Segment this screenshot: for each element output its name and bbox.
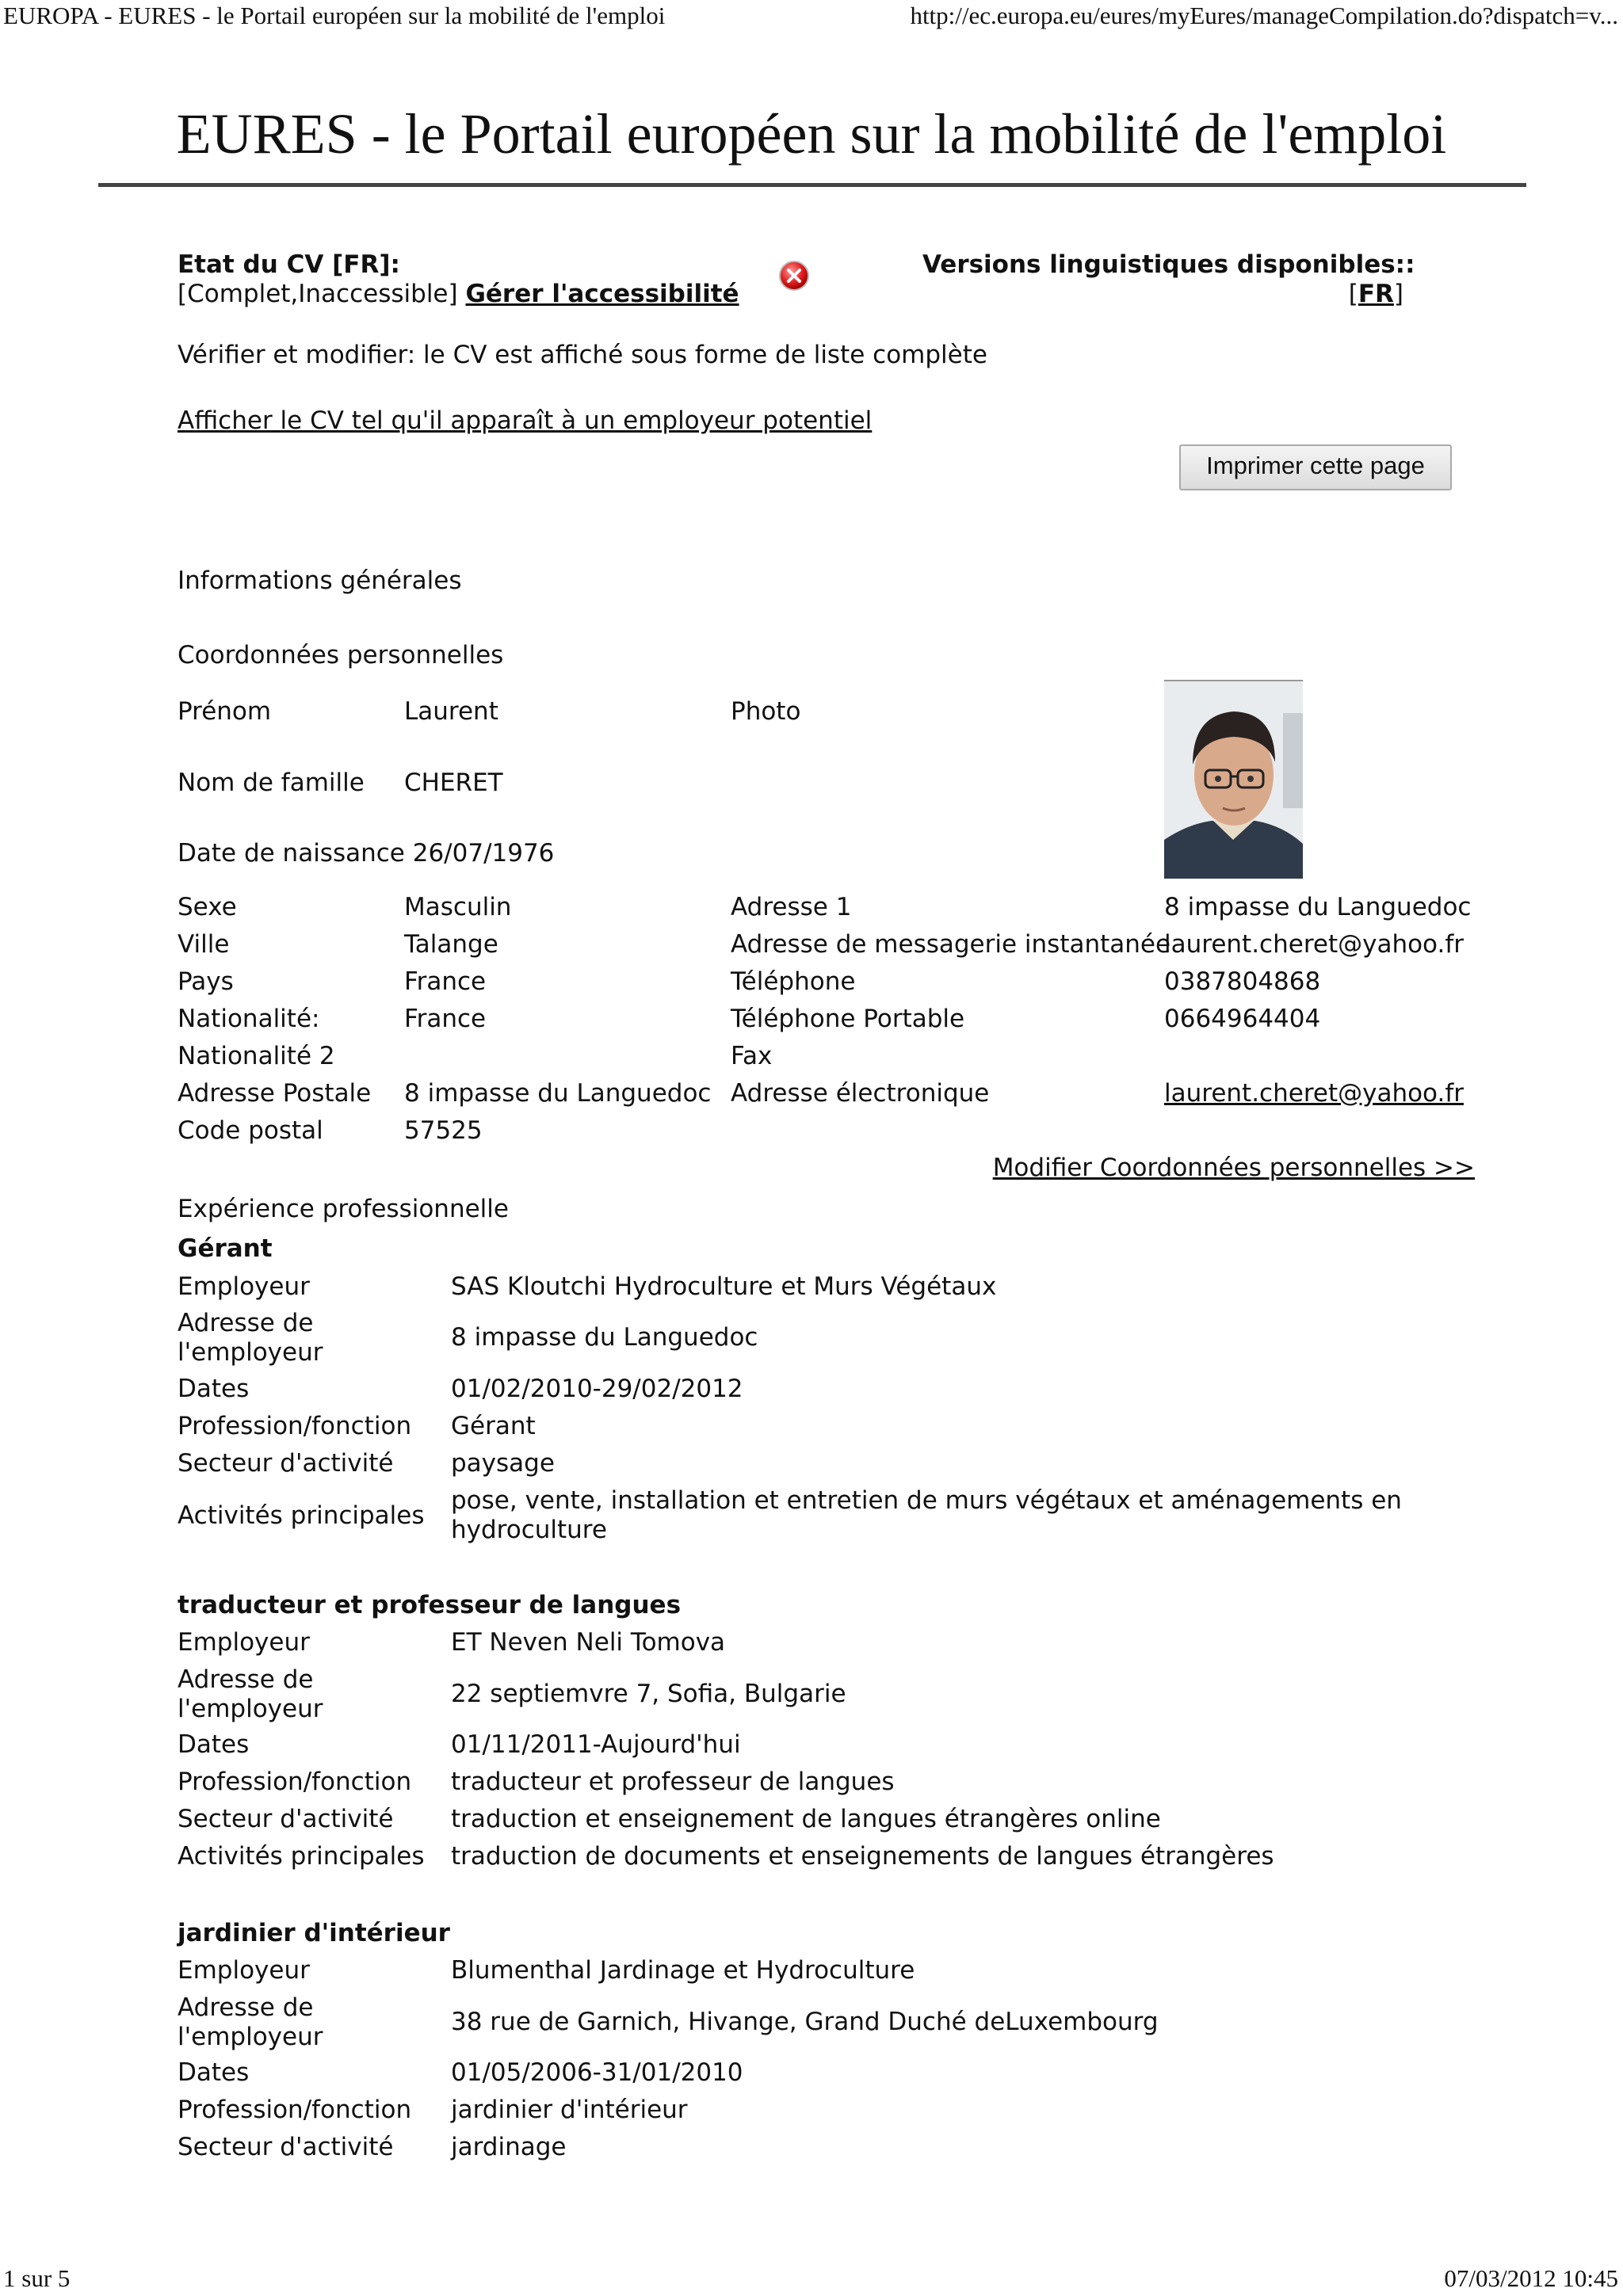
job-field-value: traduction de documents et enseignements de langues étrangères (451, 1842, 1274, 1871)
print-footer-datetime: 07/03/2012 10:45 (1444, 2264, 1618, 2292)
personal-field-value: 57525 (404, 1116, 483, 1145)
personal-field-value: France (404, 1005, 487, 1033)
print-page-button[interactable]: Imprimer cette page (1179, 444, 1452, 490)
personal-field-value: Talange (404, 930, 498, 959)
language-versions-list (1349, 280, 1403, 309)
profile-photo (1164, 680, 1303, 879)
personal-field-label: Pays (178, 967, 234, 996)
job-field-value: 38 rue de Garnich, Hivange, Grand Duché deLuxembourg (451, 2008, 1159, 2036)
contact-field-value: 0387804868 (1164, 967, 1321, 996)
personal-field-label: Nationalité 2 (178, 1042, 335, 1070)
job-field-value: traduction et enseignement de langues étrangères online (451, 1805, 1161, 1833)
title-divider (98, 183, 1526, 187)
verify-text: Vérifier et modifier: le CV est affiché sous forme de liste complète (178, 341, 987, 369)
job-field-value: 01/02/2010-29/02/2012 (451, 1375, 743, 1403)
job-field-value: 01/05/2006-31/01/2010 (451, 2058, 743, 2087)
first-name-label: Prénom (178, 697, 272, 726)
personal-field-value: France (404, 967, 487, 996)
language-fr-link[interactable]: FR (1358, 280, 1394, 308)
birth-date-value: 26/07/1976 (412, 839, 555, 868)
last-name-value: CHERET (404, 769, 503, 797)
job-field-value: Gérant (451, 1412, 536, 1440)
bracket-close: ] (1393, 280, 1403, 308)
last-name-label: Nom de famille (178, 769, 365, 797)
job-field-label: Adresse de l'employeur (178, 1993, 323, 2051)
job-field-value: ET Neven Neli Tomova (451, 1628, 726, 1657)
personal-field-label: Sexe (178, 893, 237, 921)
section-personal: Coordonnées personnelles (178, 641, 504, 669)
bracket-open: [ (1348, 280, 1358, 308)
job-field-label: Employeur (178, 1956, 310, 1985)
job-field-value: pose, vente, installation et entretien de murs végétaux et aménagements en hydroculture (451, 1486, 1402, 1544)
job-field-value: 22 septiemvre 7, Sofia, Bulgarie (451, 1680, 846, 1708)
job-field-value: Blumenthal Jardinage et Hydroculture (451, 1956, 915, 1985)
job-field-value: traducteur et professeur de langues (451, 1768, 895, 1796)
contact-field-label: Adresse électronique (731, 1079, 990, 1108)
job-field-label: Profession/fonction (178, 2096, 412, 2124)
first-name-value: Laurent (404, 697, 498, 726)
display-cv-link[interactable]: Afficher le CV tel qu'il apparaît à un employeur potentiel (178, 406, 873, 435)
contact-field-label: Fax (731, 1042, 773, 1070)
job-title: traducteur et professeur de langues (178, 1591, 682, 1619)
job-field-label: Secteur d'activité (178, 2133, 394, 2161)
contact-field-label: Adresse 1 (731, 893, 852, 921)
contact-field-value: 8 impasse du Languedoc (1164, 893, 1472, 921)
job-field-label: Secteur d'activité (178, 1805, 394, 1833)
manage-accessibility-link[interactable]: Gérer l'accessibilité (465, 280, 739, 308)
job-field-value: jardinier d'intérieur (451, 2096, 688, 2124)
print-header-url: http://ec.europa.eu/eures/myEures/manageCompilation.do?dispatch=v... (910, 2, 1618, 29)
cv-status-row (178, 280, 739, 309)
job-field-label: Profession/fonction (178, 1412, 412, 1440)
contact-field-value: laurent.cheret@yahoo.fr (1164, 930, 1464, 959)
contact-field-value: 0664964404 (1164, 1005, 1321, 1033)
birth-date-row (178, 839, 554, 868)
section-experience: Expérience professionnelle (178, 1195, 509, 1223)
print-header-title: EUROPA - EURES - le Portail européen sur la mobilité de l'emploi (3, 2, 666, 29)
error-circle-icon (778, 260, 810, 292)
job-title: Gérant (178, 1234, 273, 1263)
job-field-label: Secteur d'activité (178, 1449, 394, 1478)
job-field-value: paysage (451, 1449, 555, 1478)
contact-field-label: Téléphone (731, 967, 856, 996)
personal-field-label: Code postal (178, 1116, 323, 1145)
modify-personal-link[interactable]: Modifier Coordonnées personnelles >> (992, 1154, 1475, 1182)
personal-field-value: Masculin (404, 893, 512, 921)
job-title: jardinier d'intérieur (178, 1919, 450, 1947)
cv-status-label: Etat du CV [FR]: (178, 250, 400, 279)
email-link[interactable]: laurent.cheret@yahoo.fr (1164, 1079, 1464, 1108)
section-general: Informations générales (178, 566, 462, 595)
job-field-value: SAS Kloutchi Hydroculture et Murs Végétaux (451, 1272, 997, 1301)
job-field-value: jardinage (451, 2133, 567, 2161)
job-field-label: Adresse de l'employeur (178, 1309, 323, 1367)
personal-field-value: 8 impasse du Languedoc (404, 1079, 712, 1108)
job-field-label: Employeur (178, 1272, 310, 1301)
job-field-label: Adresse de l'employeur (178, 1665, 323, 1723)
contact-field-label: Adresse de messagerie instantanée (731, 930, 1171, 959)
job-field-label: Dates (178, 1730, 250, 1759)
job-field-value: 01/11/2011-Aujourd'hui (451, 1730, 741, 1759)
job-field-value: 8 impasse du Languedoc (451, 1323, 758, 1352)
cv-status-value: [Complet,Inaccessible] (178, 280, 458, 308)
print-footer-page: 1 sur 5 (3, 2264, 71, 2292)
language-versions-label: Versions linguistiques disponibles:: (922, 250, 1415, 279)
job-field-label: Employeur (178, 1628, 310, 1657)
personal-field-label: Adresse Postale (178, 1079, 372, 1108)
birth-date-label: Date de naissance (178, 839, 405, 868)
photo-label: Photo (731, 697, 801, 726)
portrait-image (1164, 681, 1303, 879)
personal-field-label: Ville (178, 930, 230, 959)
job-field-label: Profession/fonction (178, 1768, 412, 1796)
personal-field-label: Nationalité: (178, 1005, 320, 1033)
contact-field-label: Téléphone Portable (731, 1005, 965, 1033)
job-field-label: Activités principales (178, 1501, 425, 1530)
page-title: EURES - le Portail européen sur la mobilité de l'emploi (176, 102, 1447, 166)
job-field-label: Activités principales (178, 1842, 425, 1871)
job-field-label: Dates (178, 1375, 250, 1403)
job-field-label: Dates (178, 2058, 250, 2087)
